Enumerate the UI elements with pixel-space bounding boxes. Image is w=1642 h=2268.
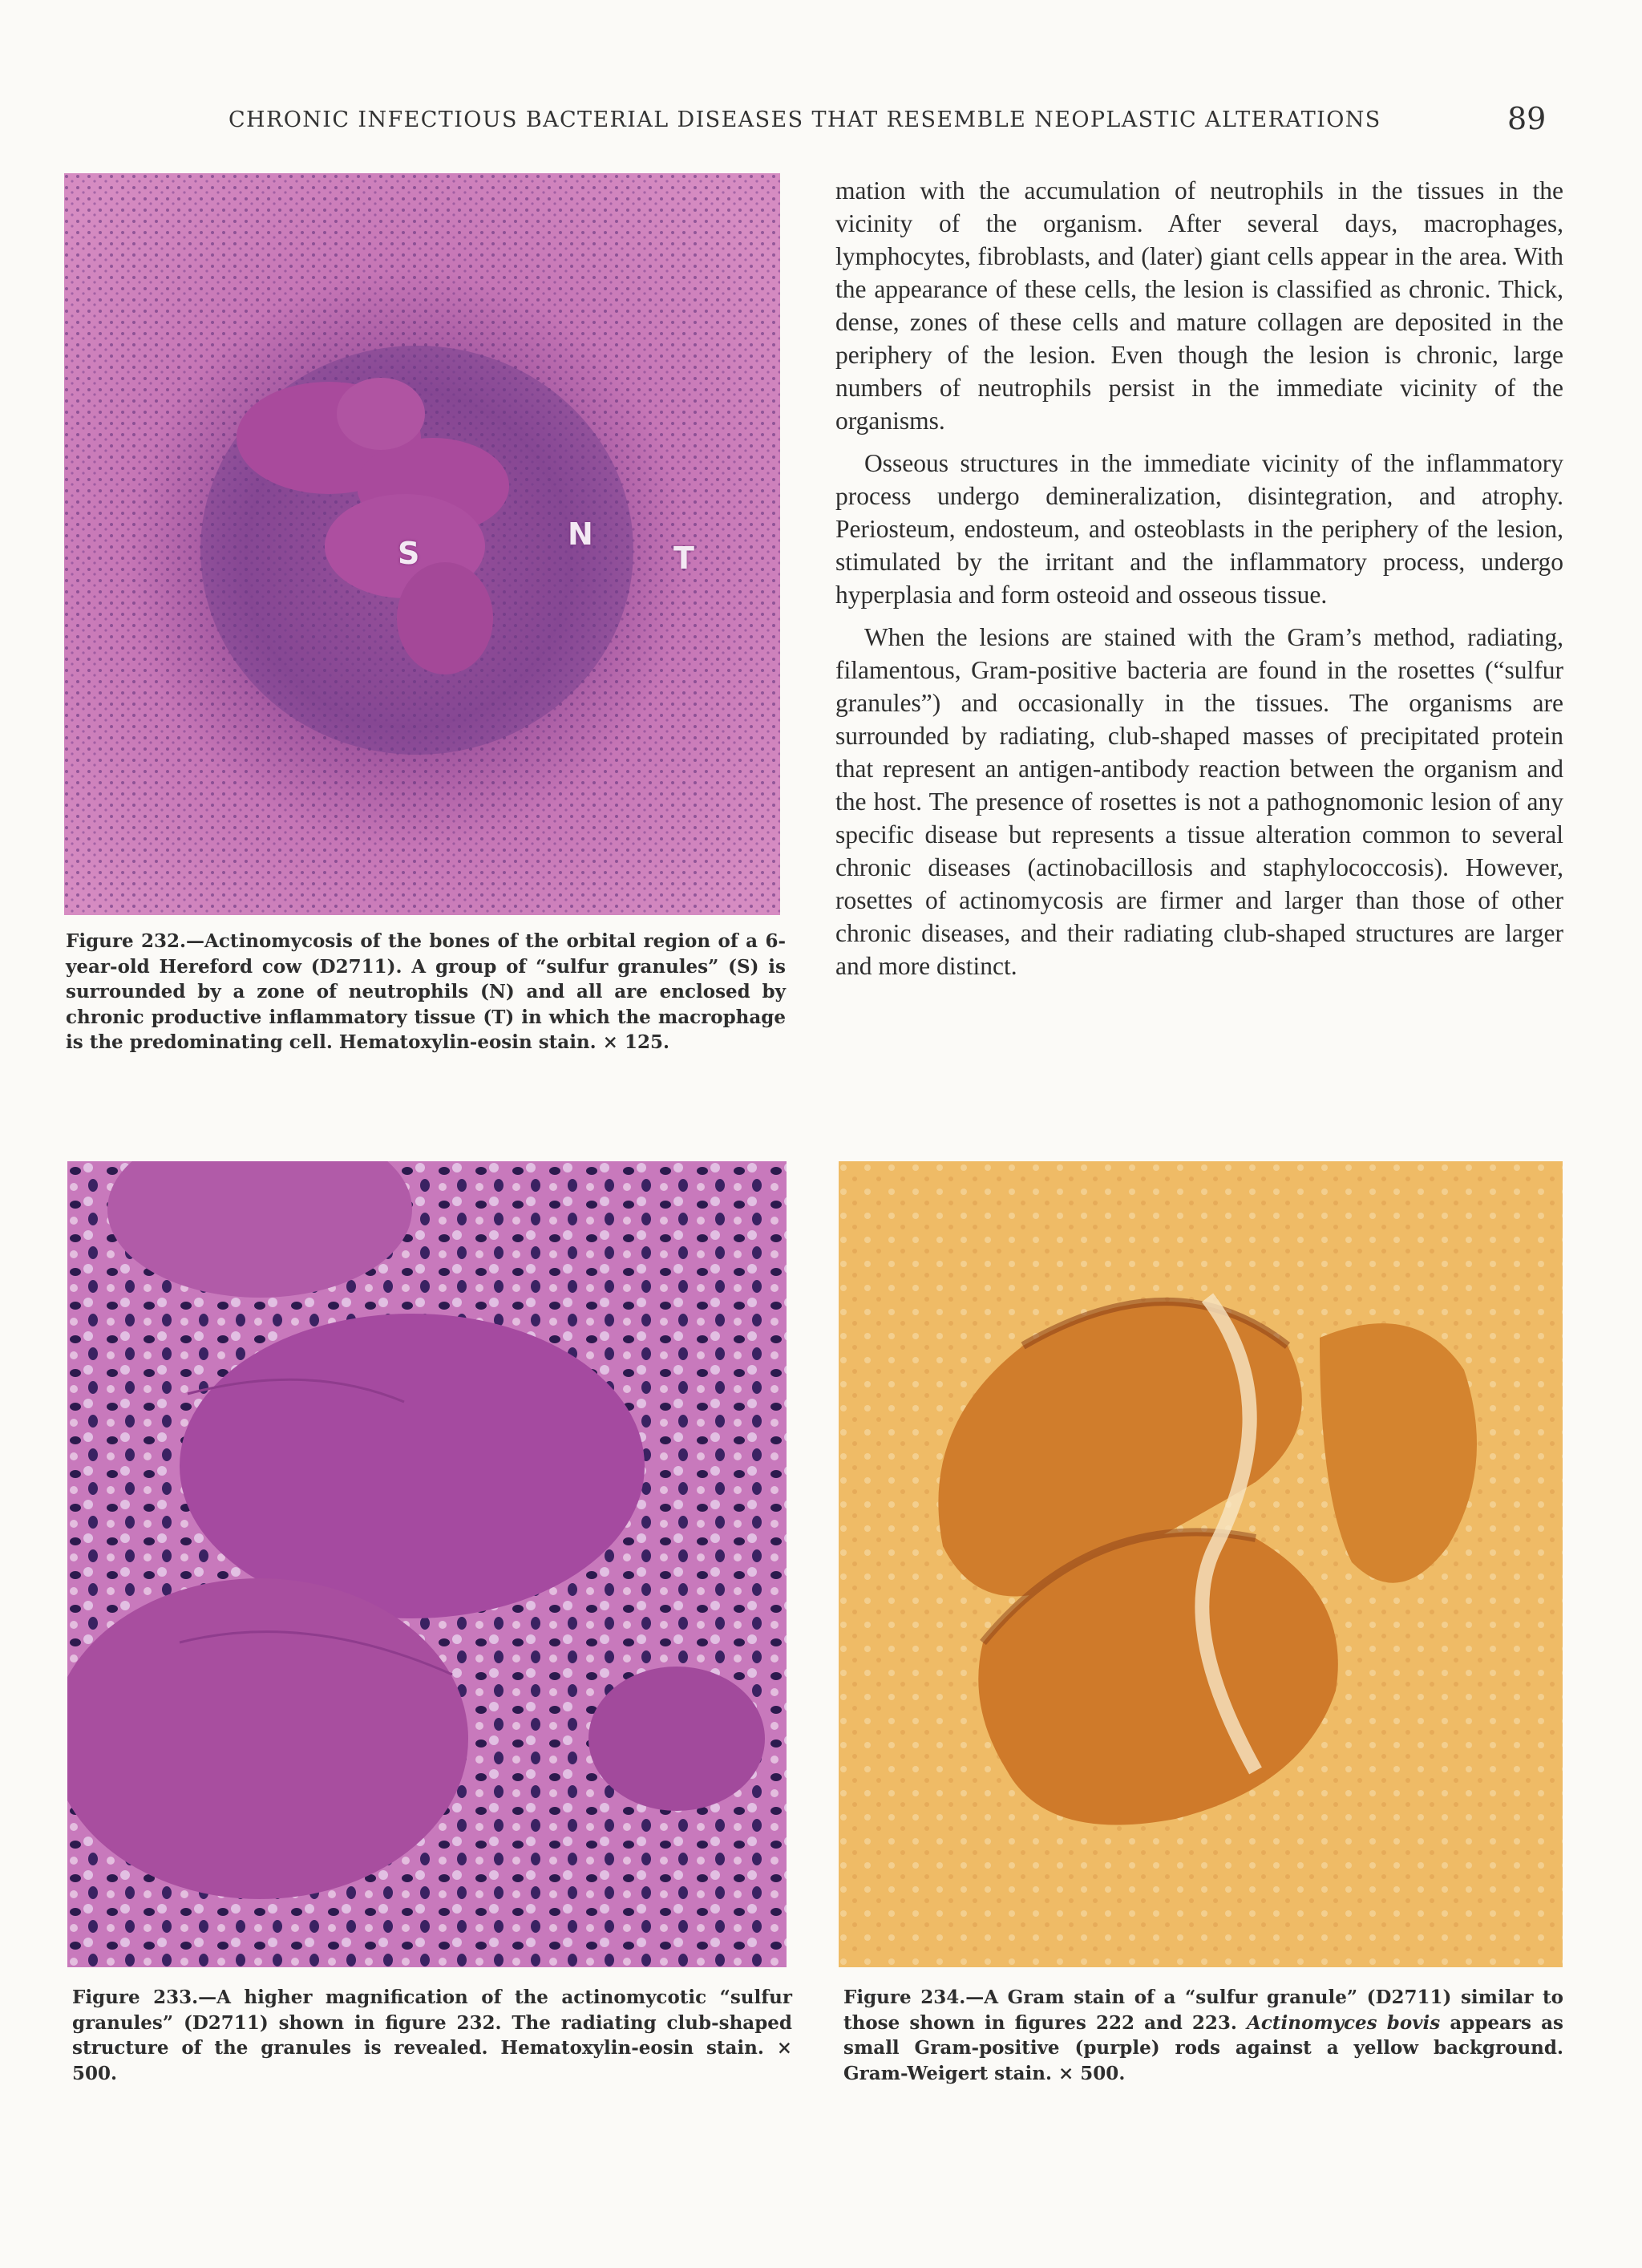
body-paragraph: Osseous structures in the immediate vicinity of the inflammatory process undergo demineralization, disintegration, and atrophy. Periosteum, endosteum, and osteoblasts in the periphery of the lesion, stimulated by the irritant and the inflammatory process, undergo hyperplasia and form osteoid and osseous tissue.: [835, 449, 1563, 609]
body-paragraph: mation with the accumulation of neutrophils in the tissues in the vicinity of the organism. After several days, macrophages, lymphocytes, fibroblasts, and (later) giant cells appear in the area. With the appearance of these cells, the lesion is classified as chronic. Thick, dense, zones of these cells and mature collagen are deposited in the periphery of the lesion. Even though the lesion is chronic, large numbers of neutrophils persist in the immediate vicinity of the organisms.: [835, 176, 1563, 435]
label-s: S: [398, 536, 420, 571]
body-paragraph: When the lesions are stained with the Gram’s method, radiating, filamentous, Gram-positive bacteria are found in the rosettes (“sulfur granules”) and occasionally in the tissues. The organisms are surrounded by radiating, club-shaped masses of precipitated protein that represent an antigen-antibody reaction between the organism and the host. The presence of rosettes is not a pathognomonic lesion of any specific disease but represents a tissue alteration common to several chronic diseases (actinobacillosis and staphylococcosis). However, rosettes of actinomycosis are firmer and larger than those of other chronic diseases, and their radiating club-shaped structures are larger and more distinct.: [835, 623, 1563, 980]
species-name: Actinomyces bovis: [1247, 2011, 1441, 2034]
page-number: 89: [1507, 101, 1547, 136]
label-t: T: [673, 541, 694, 576]
figure-234-caption-tail: appears as small Gram-positive (purple) rods against a yellow background. Gram-Weigert stain. × 500.: [843, 2011, 1563, 2084]
label-n: N: [568, 516, 593, 552]
figure-234-image: [839, 1161, 1563, 1967]
figure-234-caption-lead: Figure 234.—A Gram stain of a “sulfur granule” (D2711) similar to those shown in figures 222 and 223.: [843, 1987, 1563, 2034]
figure-233-caption: Figure 233.—A higher magnification of the actinomycotic “sulfur granules” (D2711) shown in figure 232. The radiating club-shaped structure of the granules is revealed. Hematoxylin-eosin stain. × 500.: [72, 1987, 792, 2084]
body-text: [835, 174, 1563, 982]
figure-234-caption: [843, 1985, 1563, 2086]
figure-233-image: [67, 1161, 787, 1967]
running-header: CHRONIC INFECTIOUS BACTERIAL DISEASES THAT RESEMBLE NEOPLASTIC ALTERATIONS: [229, 107, 1381, 132]
figure-232-caption: Figure 232.—Actinomycosis of the bones of the orbital region of a 6-year-old Hereford cow (D2711). A group of “sulfur granules” (S) is surrounded by a zone of neutrophils (N) and all are enclosed by chronic productive inflammatory tissue (T) in which the macrophage is the predominating cell. Hematoxylin-eosin stain. × 125.: [66, 930, 786, 1053]
